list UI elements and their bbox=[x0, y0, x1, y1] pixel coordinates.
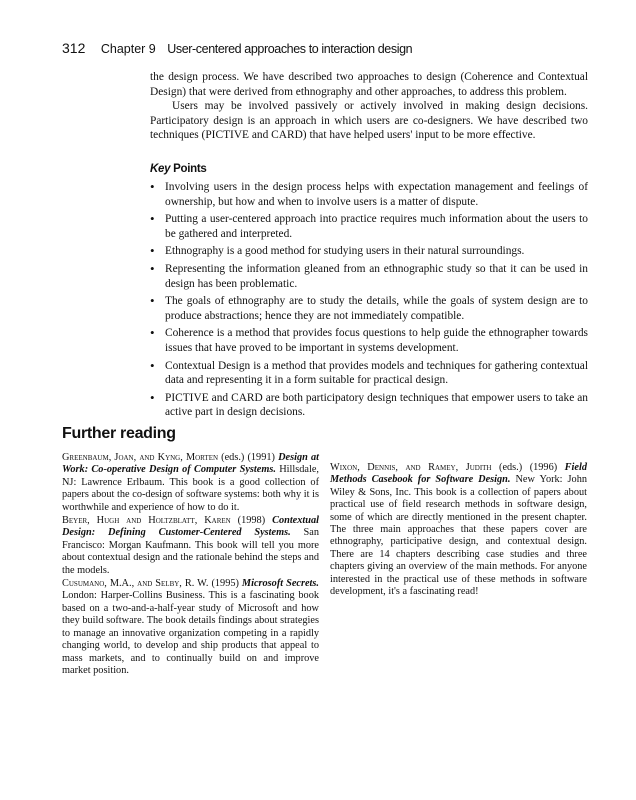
key-points-heading bbox=[150, 163, 206, 175]
reference-annotation: San Francisco: Morgan Kaufmann. This book will tell you more about contextual design and the rationale behind the steps and the models. bbox=[62, 527, 319, 576]
reference-authors: Cusumano, M.A., and Selby, R. W. bbox=[62, 578, 209, 590]
references-right-column bbox=[330, 452, 587, 599]
key-points-heading-italic: Key bbox=[150, 163, 171, 175]
page-header bbox=[62, 40, 412, 56]
key-point-item: • Coherence is a method that provides focus questions to help guide the ethnographer towards issues that have proved to be important in systems development. bbox=[150, 326, 588, 355]
chapter-label: Chapter 9 bbox=[100, 42, 156, 56]
reference-title: Contextual Design: Defining Customer-Centered Systems. bbox=[62, 515, 319, 539]
reference-title: Design at Work: Co-operative Design of Computer Systems. bbox=[62, 452, 319, 476]
key-points-list bbox=[150, 180, 588, 423]
chapter-title: User-centered approaches to interaction design bbox=[167, 42, 413, 56]
reference-annotation: New York: John Wiley & Sons, Inc. This book is a collection of papers about practical use of field research methods in software design, some of which are directly mentioned in the present chapter. The three main approaches that these papers cover are ethnography, participative design, and contextual design. There are 14 chapters describing case studies and three chapters giving an overview of the main methods. For anyone interested in the practical use of these methods in software development, it's a fascinating read! bbox=[330, 474, 587, 598]
reference-authors: Beyer, Hugh and Holtzblatt, Karen bbox=[62, 515, 231, 527]
key-point-item: • Contextual Design is a method that provides models and techniques for gathering contextual data and representing it in a form suitable for practical design. bbox=[150, 359, 588, 388]
reference-entry bbox=[62, 578, 319, 677]
reference-annotation: Hillsdale, NJ: Lawrence Erlbaum. This book is a good collection of papers about the co-design of software systems: both why it is worthwhile and experience of how to do it. bbox=[62, 464, 319, 513]
reference-title: Microsoft Secrets. bbox=[241, 578, 319, 590]
reference-authors: Greenbaum, Joan, and Kyng, Morten bbox=[62, 452, 219, 463]
key-point-item: • Ethnography is a good method for studying users in their natural surroundings. bbox=[150, 244, 588, 259]
further-reading-heading: Further reading bbox=[62, 425, 176, 442]
key-point-item: • Involving users in the design process helps with expectation management and feelings of ownership, but how and when to involve users is a matter of dispute. bbox=[150, 180, 588, 209]
key-point-item: • Putting a user-centered approach into practice requires much information about the users to be gathered and interpreted. bbox=[150, 212, 588, 241]
key-points-heading-rest: Points bbox=[170, 163, 207, 175]
reference-year: (eds.) (1991) bbox=[218, 452, 279, 463]
reference-entry bbox=[330, 462, 587, 598]
key-point-item: • The goals of ethnography are to study the details, while the goals of system design are to produce abstractions; hence they are not immediately compatible. bbox=[150, 294, 588, 323]
reference-year: (eds.) (1996) bbox=[491, 462, 565, 473]
page-number: 312 bbox=[62, 40, 86, 56]
reference-authors: Wixon, Dennis, and Ramey, Judith bbox=[330, 462, 492, 473]
reference-annotation: London: Harper-Collins Business. This is a fascinating book based on a two-and-a-half-year study of Microsoft and how they build software. The book details findings about strategies to manage an innovative organization competing in a rapidly changing world, to develop and ship products that appeal to mass markets, and to continually build on and improve market position. bbox=[62, 590, 319, 676]
intro-paragraph-2: Users may be involved passively or actively involved in making design decisions. Participatory design is an approach in which users are co-designers. We have described two techniques (PICTIVE and CARD) that have helped users' input to be more effective. bbox=[150, 100, 588, 142]
references-left-column bbox=[62, 452, 319, 678]
intro-paragraph-1: the design process. We have described two approaches to design (Coherence and Contextual Design) that were derived from ethnography and other approaches, to address this problem. bbox=[150, 71, 588, 98]
reference-entry bbox=[62, 452, 319, 514]
intro-text bbox=[150, 70, 588, 143]
reference-title: Field Methods Casebook for Software Design. bbox=[330, 462, 587, 486]
reference-year: (1995) bbox=[208, 578, 242, 590]
key-point-item: • Representing the information gleaned from an ethnographic study so that it can be used in design has been problematic. bbox=[150, 262, 588, 291]
key-point-item: • PICTIVE and CARD are both participatory design techniques that empower users to take an active part in design decisions. bbox=[150, 391, 588, 420]
reference-entry bbox=[62, 515, 319, 577]
reference-year: (1998) bbox=[230, 515, 273, 527]
